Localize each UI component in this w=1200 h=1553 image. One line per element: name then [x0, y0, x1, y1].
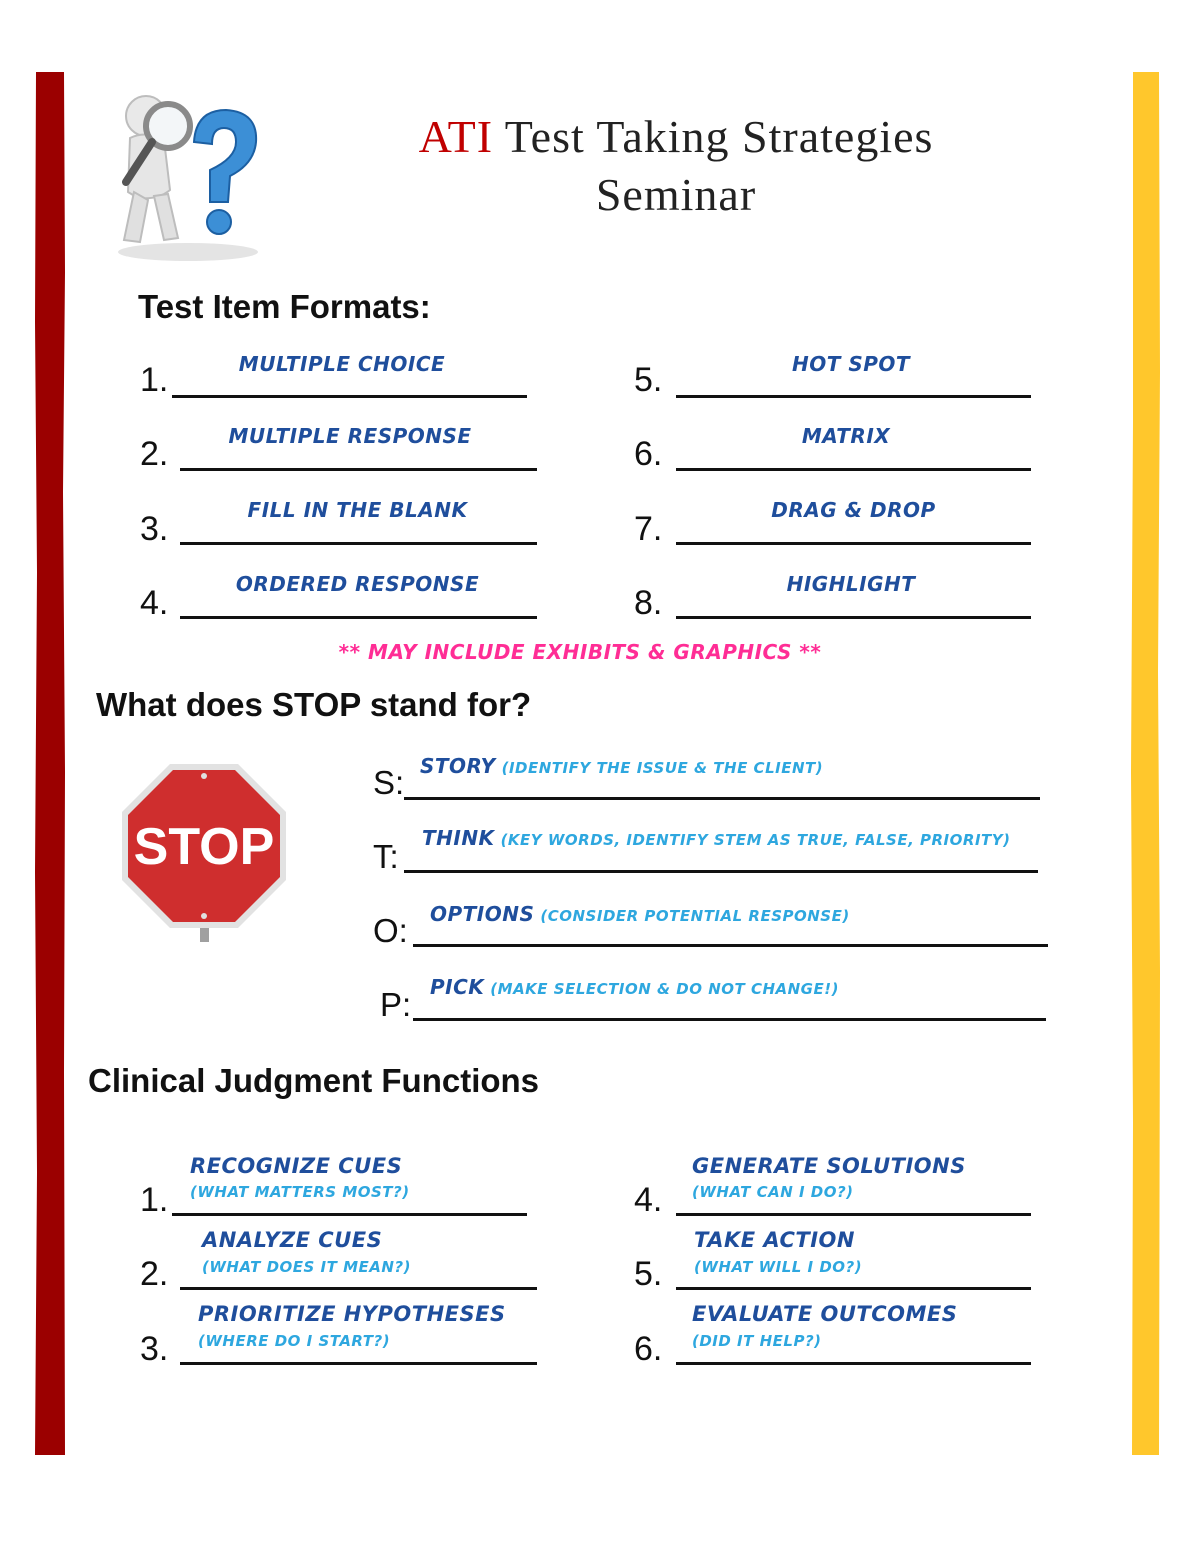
stop-word: OPTIONS — [430, 902, 535, 926]
stop-letter: P: — [380, 986, 412, 1023]
clinical-function: TAKE ACTION — [694, 1228, 855, 1252]
stop-detail: (KEY WORDS, IDENTIFY STEM AS TRUE, FALSE, PRIORITY) — [500, 831, 1011, 849]
clinical-num: 1. — [140, 1181, 169, 1219]
format-num: 6. — [634, 435, 663, 473]
format-num: 3. — [140, 510, 169, 548]
answer-line — [180, 616, 537, 619]
format-answer: HIGHLIGHT — [786, 572, 916, 596]
exhibits-note: ** MAY INCLUDE EXHIBITS & GRAPHICS ** — [338, 640, 822, 664]
answer-line — [413, 944, 1048, 947]
clinical-question: (WHAT MATTERS MOST?) — [190, 1183, 410, 1201]
clinical-question: (WHAT DOES IT MEAN?) — [202, 1258, 411, 1276]
formats-heading: Test Item Formats: — [138, 288, 431, 325]
answer-line — [676, 468, 1031, 471]
format-answer: MULTIPLE CHOICE — [238, 352, 446, 376]
clinical-function: RECOGNIZE CUES — [190, 1154, 403, 1178]
answer-line — [676, 395, 1031, 398]
answer-line — [404, 870, 1038, 873]
format-answer: DRAG & DROP — [771, 498, 936, 522]
title-line2: Seminar — [595, 169, 757, 220]
clinical-num: 3. — [140, 1330, 169, 1368]
answer-line — [676, 542, 1031, 545]
stop-detail: (MAKE SELECTION & DO NOT CHANGE!) — [490, 980, 839, 998]
stop-letter: O: — [373, 912, 408, 949]
clinical-num: 5. — [634, 1255, 663, 1293]
format-num: 7. — [634, 510, 663, 548]
clinical-question: (DID IT HELP?) — [692, 1332, 822, 1350]
right-border-bar — [1131, 72, 1161, 1455]
stop-word: THINK — [422, 826, 495, 850]
page-title — [300, 108, 1052, 224]
stop-answer — [420, 754, 823, 778]
clinical-function: GENERATE SOLUTIONS — [692, 1154, 966, 1178]
format-num: 5. — [634, 361, 663, 399]
stop-detail: (CONSIDER POTENTIAL RESPONSE) — [540, 907, 850, 925]
stop-sign-icon — [120, 762, 288, 944]
stop-detail: (IDENTIFY THE ISSUE & THE CLIENT) — [501, 759, 824, 777]
clinical-function: ANALYZE CUES — [202, 1228, 383, 1252]
answer-line — [413, 1018, 1046, 1021]
stop-answer — [430, 902, 850, 926]
format-answer: HOT SPOT — [791, 352, 911, 376]
format-answer: MATRIX — [801, 424, 891, 448]
answer-line — [676, 1213, 1031, 1216]
stop-word: PICK — [430, 975, 485, 999]
format-answer: MULTIPLE RESPONSE — [228, 424, 472, 448]
stop-sign-text: STOP — [133, 818, 275, 876]
answer-line — [172, 395, 527, 398]
format-answer: ORDERED RESPONSE — [235, 572, 480, 596]
stop-heading: What does STOP stand for? — [96, 686, 532, 723]
title-main: Test Taking Strategies — [504, 111, 934, 162]
clinical-num: 6. — [634, 1330, 663, 1368]
answer-line — [676, 1287, 1031, 1290]
format-num: 8. — [634, 584, 663, 622]
left-border-bar — [34, 72, 66, 1455]
answer-line — [180, 542, 537, 545]
clinical-question: (WHAT WILL I DO?) — [694, 1258, 863, 1276]
format-num: 1. — [140, 361, 169, 399]
stop-letter: T: — [373, 838, 399, 875]
format-num: 4. — [140, 584, 169, 622]
title-accent: ATI — [418, 111, 494, 162]
answer-line — [180, 1362, 537, 1365]
stop-answer — [422, 826, 1010, 850]
clinical-num: 2. — [140, 1255, 169, 1293]
magnifier-person-question-icon — [98, 80, 273, 270]
answer-line — [676, 616, 1031, 619]
answer-line — [676, 1362, 1031, 1365]
clinical-question: (WHAT CAN I DO?) — [692, 1183, 854, 1201]
stop-word: STORY — [420, 754, 496, 778]
answer-line — [172, 1213, 527, 1216]
answer-line — [180, 1287, 537, 1290]
format-answer: FILL IN THE BLANK — [247, 498, 468, 522]
format-num: 2. — [140, 435, 169, 473]
clinical-question: (WHERE DO I START?) — [198, 1332, 391, 1350]
stop-answer — [430, 975, 839, 999]
answer-line — [404, 797, 1040, 800]
clinical-function: PRIORITIZE HYPOTHESES — [198, 1302, 506, 1326]
clinical-function: EVALUATE OUTCOMES — [692, 1302, 958, 1326]
stop-letter: S: — [373, 764, 405, 801]
answer-line — [180, 468, 537, 471]
clinical-num: 4. — [634, 1181, 663, 1219]
clinical-heading: Clinical Judgment Functions — [88, 1062, 540, 1099]
